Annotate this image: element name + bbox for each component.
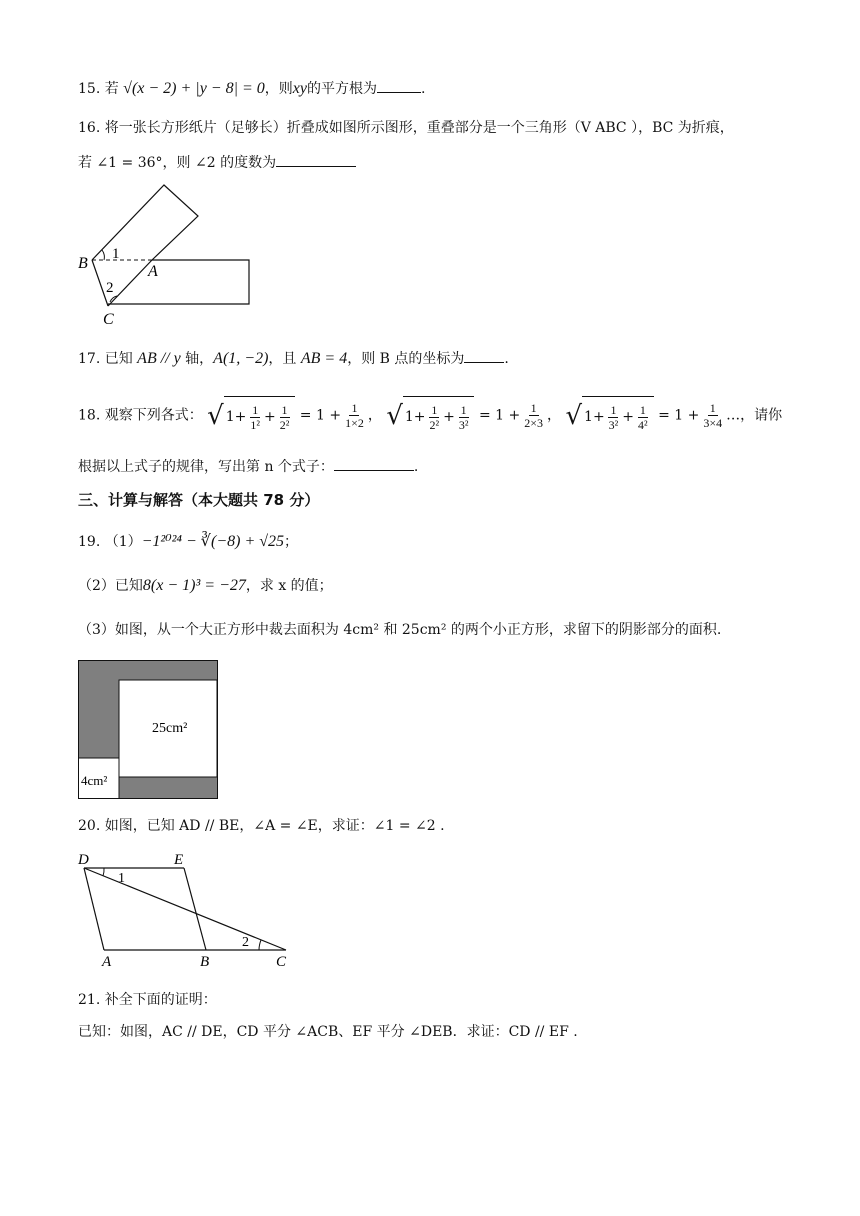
q17-question: ，则 B 点的坐标为 (347, 351, 465, 367)
q18-sep-2: ， (547, 407, 561, 424)
q20-label-C: C (276, 954, 287, 970)
q18-eq-3: = 1 + (658, 407, 700, 424)
q19-p1-expression: −1²⁰²⁴ − ∛(−8) + √25 (141, 533, 285, 550)
q20-label-B: B (200, 954, 210, 970)
q18-end: . (413, 459, 419, 475)
q18-answer-blank[interactable] (334, 456, 414, 471)
q18-line2 (78, 456, 418, 477)
q18-rhs-1: $\frac{1}{1\times 2}$ (345, 401, 364, 430)
q18-formula-2: √ 1+ $\frac{1}{\text{2²}}$ + $\frac{1}{\text{3²}}$ (386, 396, 474, 435)
q15-expression: √(x − 2) + |y − 8| = 0 (123, 80, 265, 97)
q16-answer-blank[interactable] (276, 152, 356, 167)
q19-p1-end: ； (284, 534, 299, 550)
q15-line (78, 78, 425, 99)
q19-fig-big-label: 25cm² (152, 721, 188, 736)
q15-answer-blank[interactable] (377, 78, 421, 93)
q18-sep-1: ， (367, 407, 382, 424)
q20-label-A: A (102, 954, 112, 970)
q17-axis: 轴， (185, 351, 214, 367)
q16-figure (72, 180, 262, 330)
q18-line1 (78, 396, 782, 435)
q20-label-2: 2 (242, 935, 249, 950)
q16-line2 (78, 152, 356, 173)
q16-label-1: 1 (112, 246, 120, 262)
q16-label-C: C (103, 311, 114, 328)
q16-label-A: A (148, 263, 158, 280)
q16-line1: 16. 将一张长方形纸片（足够长）折叠成如图所示图形，重叠部分是一个三角形（V ABC ），BC 为折痕， (78, 120, 734, 136)
q15-text: ，则 (264, 81, 293, 97)
q20-text: 20. 如图，已知 AD // BE，∠A = ∠E，求证：∠1 = ∠2 . (78, 818, 445, 834)
q17-line (78, 348, 509, 369)
q19-figure (78, 660, 219, 800)
q18-line2-text: 根据以上式子的规律，写出第 n 个式子： (78, 459, 334, 475)
q15-tail: 的平方根为 (307, 81, 377, 97)
q18-rhs-3: $\frac{1}{3\times 4}$ (703, 401, 723, 430)
q19-part3: （3）如图，从一个大正方形中裁去面积为 4cm² 和 25cm² 的两个小正方形，求留下的阴影部分的面积. (78, 622, 722, 638)
q18-rhs-2: $\frac{1}{2\times 3}$ (524, 401, 543, 430)
q19-part2 (78, 576, 333, 596)
q19-p2-label: （2）已知 (78, 578, 143, 594)
q17-ab-parallel: AB // y (137, 350, 181, 367)
q18-eq-1: = 1 + (299, 407, 342, 424)
q19-p2-end: ，求 x 的值； (245, 578, 333, 594)
q15-end: . (421, 81, 426, 97)
q20-figure (74, 846, 294, 971)
q19-fig-small-label: 4cm² (81, 773, 108, 788)
q17-prefix: 17. 已知 (78, 351, 133, 367)
q20-label-1: 1 (118, 871, 125, 886)
q17-answer-blank[interactable] (464, 348, 504, 363)
q19-p2-expression: 8(x − 1)³ = −27 (142, 577, 246, 594)
q18-eq-2: = 1 + (478, 407, 521, 424)
q18-prefix: 18. 观察下列各式： (78, 407, 203, 424)
q20-label-E: E (174, 852, 184, 868)
q16-label-B: B (78, 255, 88, 272)
q19-part1 (78, 532, 298, 552)
q20-label-D: D (78, 852, 89, 868)
q18-ellipsis: …，请你 (726, 407, 783, 424)
q21-given: 已知：如图，AC // DE，CD 平分 ∠ACB、EF 平分 ∠DEB．求证：CD // EF . (78, 1024, 578, 1040)
q16-label-2: 2 (106, 280, 114, 296)
q17-point-a: A(1, −2) (213, 350, 269, 367)
q16-line2-text: 若 ∠1 = 36°，则 ∠2 的度数为 (78, 155, 277, 171)
section-3-heading: 三、计算与解答（本大题共 78 分） (78, 491, 320, 509)
q18-formula-1: √ 1+ $\frac{1}{\text{1²}}$ + $\frac{1}{\text{2²}}$ (207, 396, 295, 435)
q18-formula-3: √ 1+ $\frac{1}{\text{3²}}$ + $\frac{1}{\text{4²}}$ (565, 396, 653, 435)
q19-p1-label: 19. （1） (78, 534, 142, 550)
q17-length: AB = 4 (300, 350, 348, 367)
q21-title: 21. 补全下面的证明： (78, 992, 217, 1008)
q17-end: . (504, 351, 509, 367)
q15-number: 15. 若 (78, 81, 119, 97)
q17-and: ，且 (268, 351, 297, 367)
q15-var: xy (292, 80, 307, 97)
